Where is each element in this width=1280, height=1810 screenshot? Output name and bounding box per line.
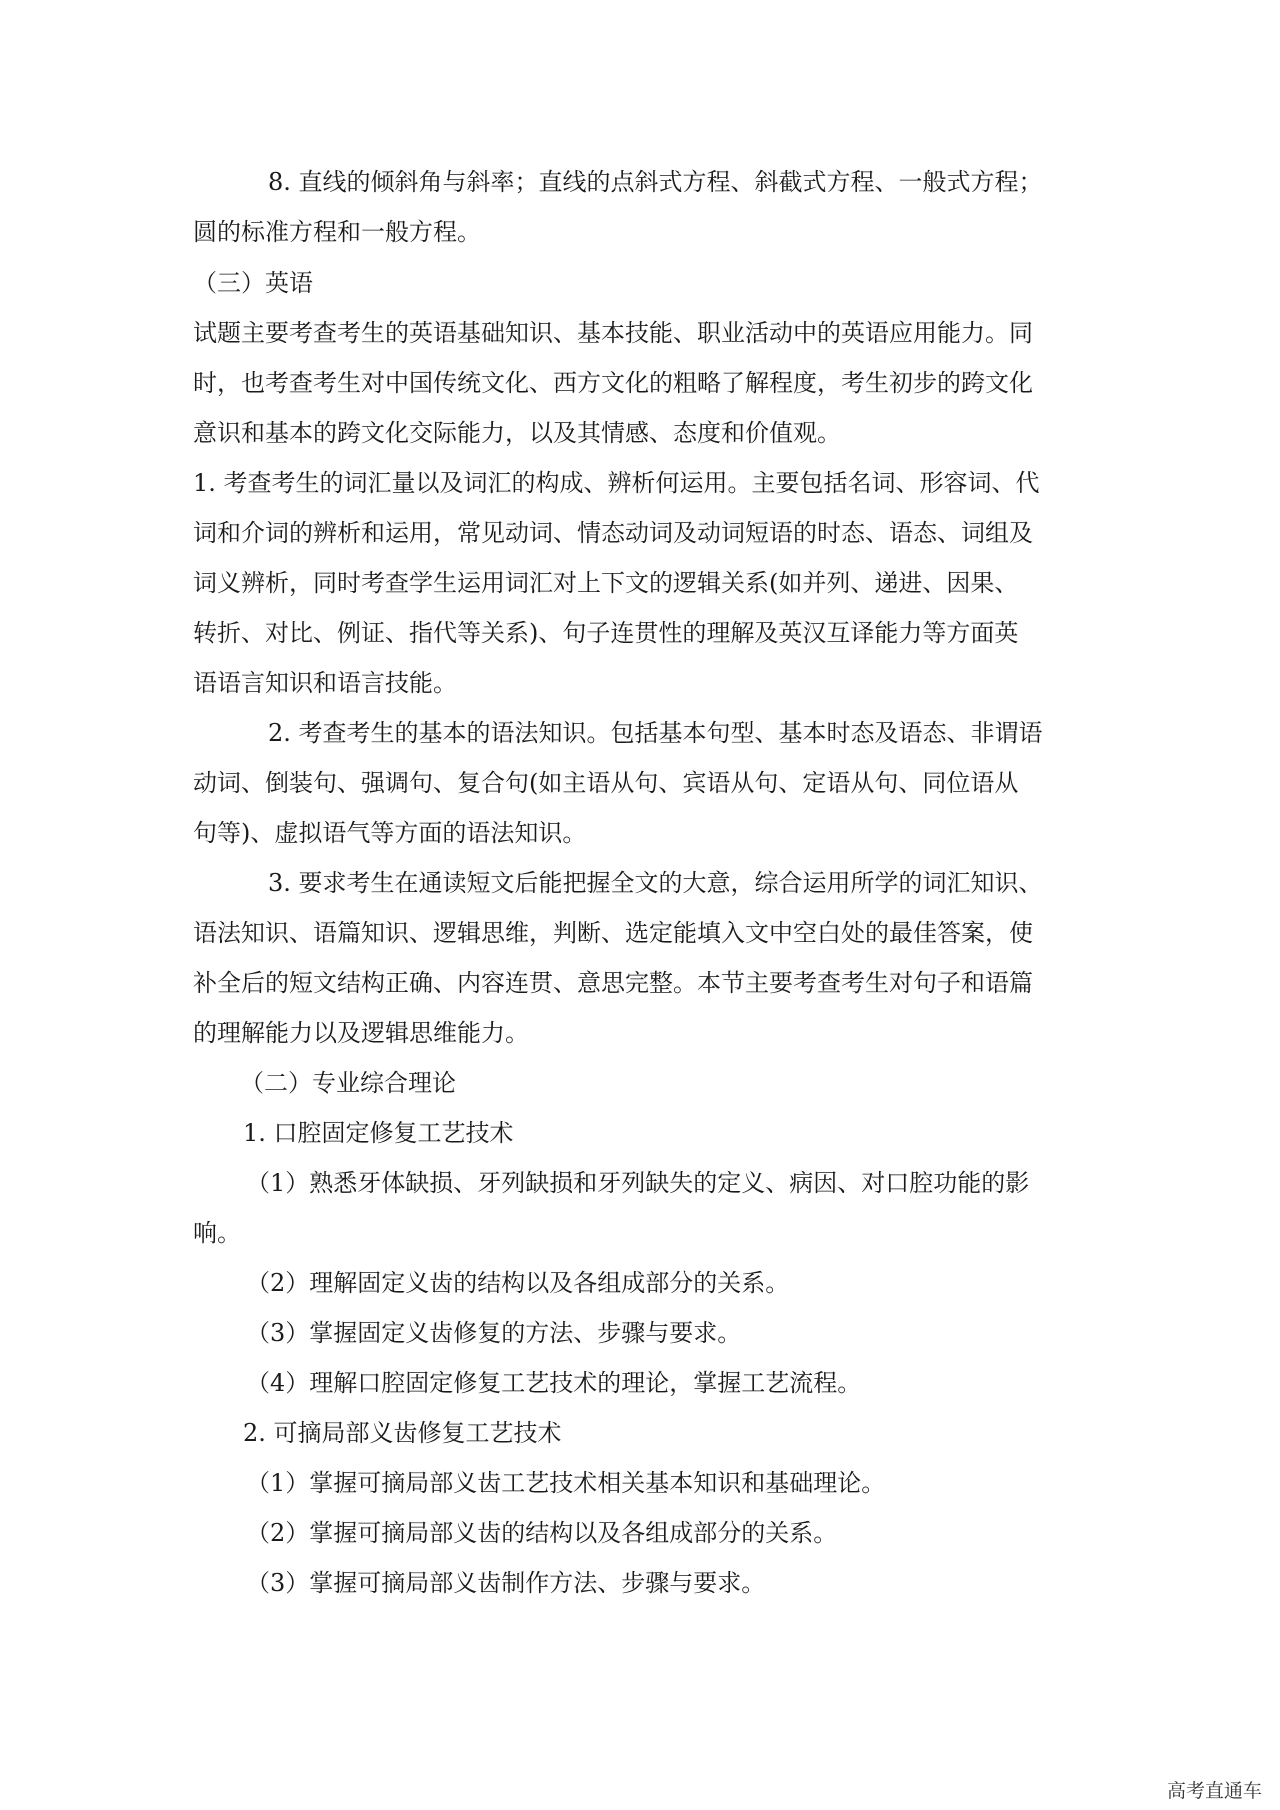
watermark: 高考直通车 [1166, 1780, 1262, 1802]
pro-section1-point2: （2）理解固定义齿的结构以及各组成部分的关系。 [246, 1269, 790, 1297]
english-intro-line3: 意识和基本的跨文化交际能力，以及其情感、态度和价值观。 [193, 419, 841, 447]
pro-section1-point3: （3）掌握固定义齿修复的方法、步骤与要求。 [246, 1319, 742, 1347]
english-item1-line4: 转折、对比、例证、指代等关系)、句子连贯性的理解及英汉互译能力等方面英 [193, 619, 1019, 647]
english-item1-line3: 词义辨析，同时考查学生运用词汇对上下文的逻辑关系(如并列、递进、因果、 [193, 569, 1019, 597]
english-item3-line1: 3. 要求考生在通读短文后能把握全文的大意，综合运用所学的词汇知识、 [268, 869, 1043, 897]
math-item8-line2: 圆的标准方程和一般方程。 [193, 218, 481, 246]
pro-section1-title: 1. 口腔固定修复工艺技术 [243, 1119, 514, 1147]
english-intro-line1: 试题主要考查考生的英语基础知识、基本技能、职业活动中的英语应用能力。同 [193, 319, 1033, 347]
english-heading: （三）英语 [193, 269, 313, 297]
pro-section2-point1: （1）掌握可摘局部义齿工艺技术相关基本知识和基础理论。 [246, 1469, 886, 1497]
pro-section1-point1-line2: 响。 [193, 1219, 241, 1247]
english-item2-line3: 句等)、虚拟语气等方面的语法知识。 [193, 819, 587, 847]
pro-section2-title: 2. 可摘局部义齿修复工艺技术 [243, 1419, 562, 1447]
pro-section1-point1-line1: （1）熟悉牙体缺损、牙列缺损和牙列缺失的定义、病因、对口腔功能的影 [246, 1169, 1030, 1197]
pro-section2-point2: （2）掌握可摘局部义齿的结构以及各组成部分的关系。 [246, 1519, 838, 1547]
english-item3-line3: 补全后的短文结构正确、内容连贯、意思完整。本节主要考查考生对句子和语篇 [193, 969, 1033, 997]
english-item3-line2: 语法知识、语篇知识、逻辑思维，判断、选定能填入文中空白处的最佳答案，使 [193, 919, 1033, 947]
english-item1-line1: 1. 考查考生的词汇量以及词汇的构成、辨析何运用。主要包括名词、形容词、代 [193, 469, 1040, 497]
pro-section1-point4: （4）理解口腔固定修复工艺技术的理论，掌握工艺流程。 [246, 1369, 862, 1397]
english-item2-line1: 2. 考查考生的基本的语法知识。包括基本句型、基本时态及语态、非谓语 [268, 719, 1043, 747]
english-item2-line2: 动词、倒装句、强调句、复合句(如主语从句、宾语从句、定语从句、同位语从 [193, 769, 1019, 797]
english-item3-line4: 的理解能力以及逻辑思维能力。 [193, 1019, 529, 1047]
english-item1-line5: 语语言知识和语言技能。 [193, 669, 457, 697]
pro-section2-point3: （3）掌握可摘局部义齿制作方法、步骤与要求。 [246, 1569, 766, 1597]
english-item1-line2: 词和介词的辨析和运用，常见动词、情态动词及动词短语的时态、语态、词组及 [193, 519, 1033, 547]
english-intro-line2: 时，也考查考生对中国传统文化、西方文化的粗略了解程度，考生初步的跨文化 [193, 369, 1033, 397]
professional-heading: （二）专业综合理论 [240, 1069, 456, 1097]
math-item8-line1: 8. 直线的倾斜角与斜率；直线的点斜式方程、斜截式方程、一般式方程； [268, 168, 1043, 196]
